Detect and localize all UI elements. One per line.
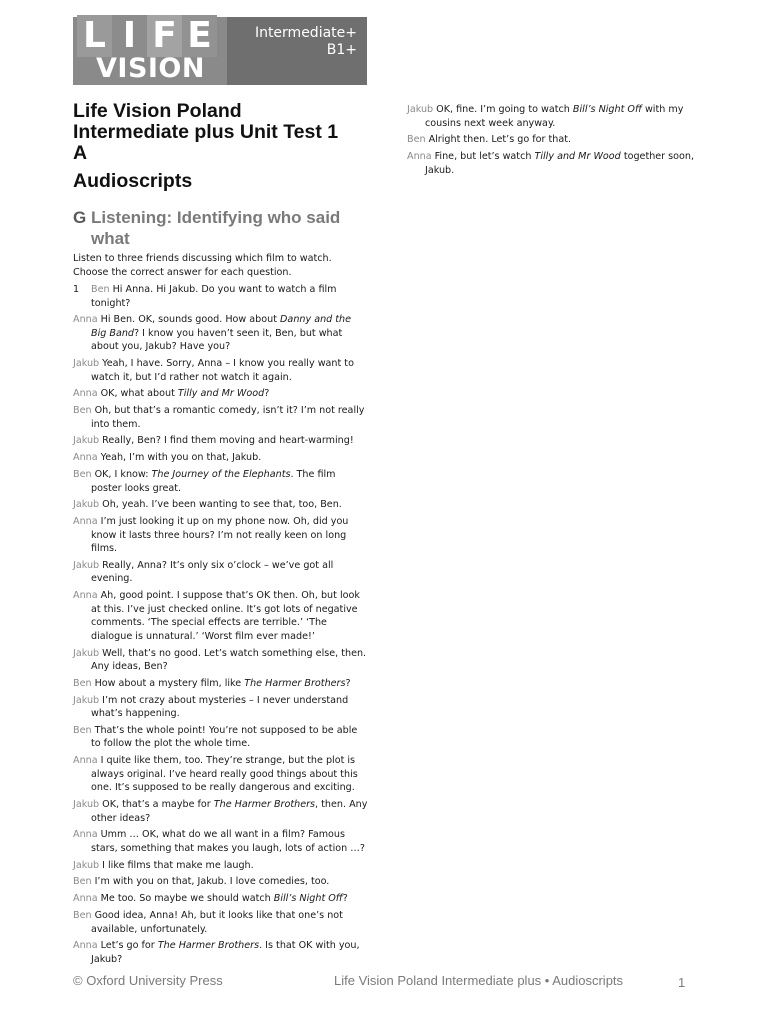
transcript-line <box>73 515 368 556</box>
transcript-line <box>73 754 368 795</box>
speaker-name: Ben <box>73 910 92 922</box>
transcript-line <box>73 387 368 401</box>
speaker-name: Anna <box>73 314 98 326</box>
speech-text: OK, fine. I’m going to watch Bill’s Night Off with my cousins next week anyway. <box>425 104 684 129</box>
transcript-line <box>407 103 707 130</box>
film-title: The Harmer Brothers <box>157 940 260 952</box>
film-title: The Harmer Brothers <box>244 677 346 689</box>
film-title: Tilly and Mr Wood <box>534 151 621 163</box>
transcript-line <box>73 694 368 721</box>
logo-level-panel <box>227 17 367 85</box>
speech-text: Yeah, I’m with you on that, Jakub. <box>100 452 262 464</box>
speech-text: Alright then. Let’s go for that. <box>428 134 572 146</box>
speech-text: Oh, yeah. I’ve been wanting to see that, too, Ben. <box>102 499 342 511</box>
speech-text: I’m with you on that, Jakub. I love comedies, too. <box>94 876 330 888</box>
transcript-line <box>73 589 368 643</box>
logo-wordmark <box>73 17 227 85</box>
section-heading <box>73 207 373 249</box>
transcript-line <box>73 283 368 310</box>
speech-text: Really, Anna? It’s only six o’clock – we’ve got all evening. <box>91 559 334 585</box>
speaker-name: Anna <box>73 893 98 905</box>
speech-text: How about a mystery film, like The Harmer Brothers? <box>94 677 351 689</box>
question-number: 1 <box>73 284 80 295</box>
speaker-name: Anna <box>73 590 98 602</box>
transcript-line <box>407 133 707 147</box>
transcript-line <box>73 498 368 512</box>
speech-text: OK, I know: The Journey of the Elephants. The film poster looks great. <box>91 469 336 494</box>
speech-text: I quite like them, too. They’re strange, but the plot is always original. I’ve heard really good things about this one. It’s supposed to be really dangerous and exciting. <box>91 755 358 794</box>
transcript-line <box>73 892 368 906</box>
transcript-line <box>73 404 368 431</box>
speech-text: OK, that’s a maybe for The Harmer Brothers, then. Any other ideas? <box>91 799 368 824</box>
speaker-name: Ben <box>73 469 92 481</box>
logo-letter: F <box>147 15 182 57</box>
speech-text: Yeah, I have. Sorry, Anna – I know you really want to watch it, but I’d rather not watch it again. <box>91 358 354 383</box>
transcript-line <box>73 859 368 873</box>
transcript-line <box>73 434 368 448</box>
level-label <box>255 25 357 59</box>
speaker-name: Jakub <box>73 799 100 811</box>
title-line-3: A <box>73 142 88 164</box>
logo-vision-word: VISION <box>96 53 205 84</box>
speaker-name: Ben <box>73 677 92 689</box>
document-title <box>73 101 373 164</box>
speech-text: Me too. So maybe we should watch Bill’s Night Off? <box>100 893 348 905</box>
speech-text: Fine, but let’s watch Tilly and Mr Wood together soon, Jakub. <box>425 151 695 176</box>
speaker-name: Ben <box>73 724 92 736</box>
transcript-line <box>73 909 368 936</box>
speaker-name: Anna <box>73 755 98 767</box>
transcript-line <box>73 677 368 691</box>
logo-life-letters <box>77 15 217 57</box>
speaker-name: Anna <box>73 940 98 952</box>
speaker-name: Ben <box>73 405 92 417</box>
footer-copyright: © Oxford University Press <box>73 973 223 988</box>
transcript-line <box>73 828 368 855</box>
transcript-line <box>73 313 368 354</box>
speaker-name: Anna <box>407 151 432 163</box>
transcript-line <box>73 451 368 465</box>
film-title: Danny and the Big Band <box>91 314 352 339</box>
speaker-name: Jakub <box>73 499 100 511</box>
speaker-name: Anna <box>73 452 98 464</box>
speech-text: Really, Ben? I find them moving and heart-warming! <box>102 435 354 447</box>
speech-text: Oh, but that’s a romantic comedy, isn’t it? I’m not really into them. <box>91 405 365 430</box>
speech-text: That’s the whole point! You’re not supposed to be able to follow the plot the whole time. <box>91 724 358 750</box>
document-subtitle: Audioscripts <box>73 170 193 192</box>
speech-text: OK, what about Tilly and Mr Wood? <box>100 388 270 400</box>
transcript-line <box>73 798 368 825</box>
speaker-name: Jakub <box>73 435 100 447</box>
film-title: Tilly and Mr Wood <box>177 388 265 400</box>
speaker-name: Jakub <box>73 859 100 871</box>
section-heading-text: Listening: Identifying who said what <box>90 208 341 248</box>
logo-letter: L <box>77 15 112 57</box>
page-number: 1 <box>678 975 686 990</box>
speaker-name: Anna <box>73 516 98 528</box>
logo-letter: E <box>182 15 217 57</box>
speech-text: Let’s go for The Harmer Brothers. Is that OK with you, Jakub? <box>91 940 360 965</box>
speech-text: I’m not crazy about mysteries – I never understand what’s happening. <box>91 694 349 720</box>
transcript-column-right <box>407 103 707 180</box>
speaker-name: Jakub <box>407 104 434 115</box>
speech-text: I’m just looking it up on my phone now. Oh, did you know it lasts three hours? I’m not really keen on long films. <box>91 516 349 555</box>
speaker-name: Ben <box>91 284 110 295</box>
speaker-name: Anna <box>73 829 98 841</box>
film-title: The Harmer Brothers <box>213 799 316 811</box>
speech-text: Ah, good point. I suppose that’s OK then. Oh, but look at this. I’ve just checked online. It’s got lots of negative comments. ‘The special effects are terrible.’ ‘The dialogue is unnatural.’ ‘Worst film ever made!’ <box>91 590 360 642</box>
transcript-line <box>73 724 368 751</box>
instructions: Listen to three friends discussing which film to watch. Choose the correct answer for each question. <box>73 253 332 278</box>
title-line-2: Intermediate plus Unit Test 1 <box>73 121 339 143</box>
transcript-line <box>73 939 368 966</box>
level-line-2: B1+ <box>326 42 357 58</box>
life-vision-logo <box>73 17 367 85</box>
speech-text: Well, that’s no good. Let’s watch something else, then. Any ideas, Ben? <box>91 647 367 673</box>
logo-letter: I <box>112 15 147 57</box>
title-line-1: Life Vision Poland <box>73 100 242 122</box>
speaker-name: Jakub <box>73 559 100 571</box>
speaker-name: Jakub <box>73 358 100 370</box>
film-title: The Journey of the Elephants <box>151 469 291 481</box>
speech-text: Hi Ben. OK, sounds good. How about Danny and the Big Band? I know you haven’t seen it, Ben, but what about you, Jakub? Have you? <box>91 314 352 353</box>
footer-document-name: Life Vision Poland Intermediate plus • Audioscripts <box>334 973 624 988</box>
speech-text: I like films that make me laugh. <box>102 859 254 871</box>
film-title: Bill’s Night Off <box>572 104 642 115</box>
level-line-1: Intermediate+ <box>254 25 357 41</box>
transcript-line <box>73 468 368 495</box>
speech-text: Hi Anna. Hi Jakub. Do you want to watch a film tonight? <box>91 284 337 309</box>
transcript-column-left <box>73 283 368 970</box>
section-letter: G <box>73 208 87 227</box>
transcript-line <box>407 150 707 177</box>
speech-text: Good idea, Anna! Ah, but it looks like that one’s not available, unfortunately. <box>91 910 343 935</box>
transcript-line <box>73 875 368 889</box>
speech-text: Umm … OK, what do we all want in a film? Famous stars, something that makes you laugh, lots of action …? <box>91 829 365 854</box>
speaker-name: Ben <box>407 134 426 146</box>
speaker-name: Jakub <box>73 694 100 706</box>
transcript-line <box>73 647 368 674</box>
speaker-name: Anna <box>73 388 98 400</box>
speaker-name: Jakub <box>73 647 100 659</box>
transcript-line <box>73 357 368 384</box>
speaker-name: Ben <box>73 876 92 888</box>
transcript-line <box>73 559 368 586</box>
film-title: Bill’s Night Off <box>273 893 343 905</box>
